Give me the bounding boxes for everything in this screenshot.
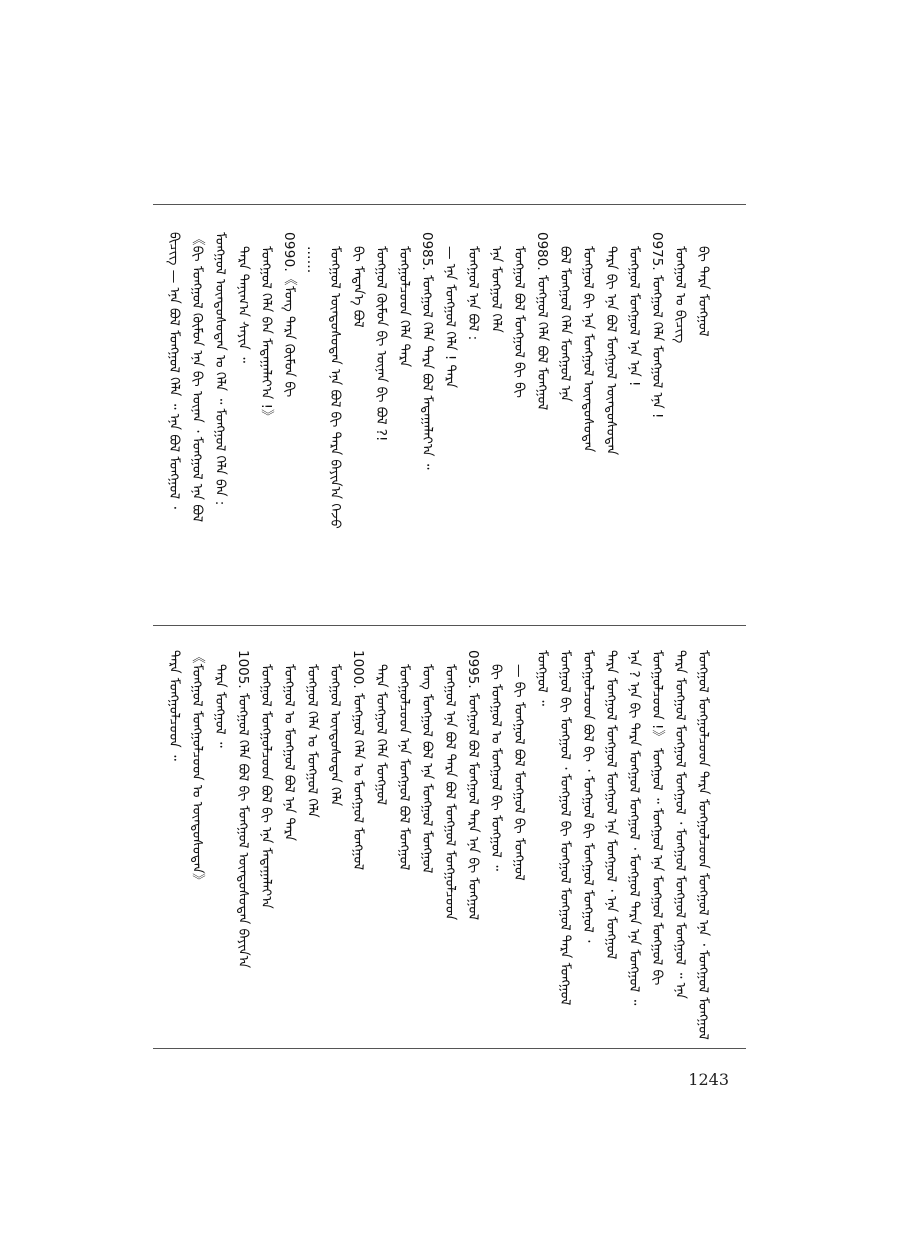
text-column: 1005. ᠮᠣᠩᠭᠣᠯ ᠬᠡᠯᠡ ᠪᠣᠯ ᠪᠢ ᠮᠣᠩᠭᠣᠯ ᠦᠨᠳᠦᠰᠦᠲᠡᠨ ᠪᠠᠶᠢᠨ᠎ᠠ [235, 650, 251, 969]
text-column: 《ᠪᠢ ᠮᠣᠩᠭᠣᠯ ᠬᠦᠮᠦᠨ ᠡᠨᠡ ᠪᠢ ᠦᠨᠡᠨ ᠂ ᠮᠣᠩᠭᠣᠯ ᠡᠨᠡ ᠪᠣᠯ [189, 232, 205, 523]
text-column: ᠮᠣᠩᠭᠣᠯ ᠬᠡᠯᠡ ᠤ ᠮᠣᠩᠭᠣᠯ ᠬᠡᠯᠡ [304, 664, 320, 818]
text-column: ᠮᠣᠩᠭᠣᠯ ᠃ [534, 650, 550, 706]
text-column: ᠪᠢᠴᠢᠭ᠌ — ᠡᠨᠡ ᠪᠣᠯ ᠮᠣᠩᠭᠣᠯ ᠬᠡᠯᠡ ᠃ ᠡᠨᠡ ᠪᠣᠯ ᠮᠣᠩᠭᠣᠯ ᠂ [166, 232, 182, 509]
text-column: 0975. ᠮᠣᠩᠭᠣᠯ ᠬᠡᠯᠡ ᠮᠣᠩᠭᠣᠯ ᠡᠨᠡ ! [649, 232, 665, 419]
text-column: — ᠪᠢ ᠮᠣᠩᠭᠣᠯ ᠪᠣᠯ ᠮᠣᠩᠭᠣᠯ ᠪᠢ ᠮᠣᠩᠭᠣᠯ [511, 664, 527, 881]
text-column: ᠲᠡᠷᠡ ᠮᠣᠩᠭᠣᠯ ᠬᠡᠯᠡ ᠮᠣᠩᠭᠣᠯ [373, 664, 389, 806]
text-column: ᠪᠣᠯ ᠮᠣᠩᠭᠣᠯ ᠬᠡᠯᠡ ᠮᠣᠩᠭᠣᠯ ᠡᠨᠡ [557, 246, 573, 402]
text-column: ᠡᠨᠡ ᠮᠣᠩᠭᠣᠯ ᠬᠡᠯᠡ [488, 246, 504, 333]
top-rule [153, 204, 746, 205]
text-column: ᠮᠣᠩᠭᠣᠯ ᠤ ᠮᠣᠩᠭᠣᠯ ᠪᠣᠯ ᠡᠨᠡ ᠲᠡᠷᠡ [281, 664, 297, 841]
text-column: ᠲᠡᠷᠡ ᠲᠠᠨᠢᠭ᠎ᠠ ᠰᠠᠶᠢᠨ ᠃ [235, 246, 251, 363]
text-column: ᠮᠣᠩᠭᠣᠯᠴᠤᠳ ᠪᠣᠯ ᠪᠢ ᠂ ᠮᠣᠩᠭᠣᠯ ᠪᠢ ᠮᠣᠩᠭᠣᠯ ᠮᠣᠩᠭᠣᠯ ᠂ [580, 650, 596, 943]
text-column: ᠮᠣᠩᠭᠣᠯ ᠮᠣᠩᠭᠣᠯᠴᠤᠳ ᠲᠡᠷᠡ ᠮᠣᠩᠭᠣᠯᠴᠤᠳ ᠮᠣᠩᠭᠣᠯ ᠡᠨᠡ ᠂ ᠮᠣᠩᠭᠣᠯ ᠮᠣᠩᠭᠣᠯ [695, 650, 711, 1040]
text-column: ᠮᠣᠩᠭᠣᠯᠴᠤᠳ ᠡᠨᠡ ᠮᠣᠩᠭᠣᠯ ᠪᠣᠯ ᠮᠣᠩᠭᠣᠯ [396, 664, 412, 871]
text-column: ᠲᠡᠷᠡ ᠪᠢ ᠡᠨᠡ ᠪᠣᠯ ᠮᠣᠩᠭᠣᠯ ᠦᠨᠳᠦᠰᠦᠲᠡᠨ [603, 246, 619, 456]
text-column: ᠮᠣᠩᠭᠣᠯ ᠦᠨᠳᠦᠰᠦᠲᠡᠨ ᠡᠨᠡ ᠪᠣᠯ ᠪᠢ ᠲᠡᠷᠡ ᠪᠠᠶᠢᠨ᠎ᠠ ᠭᠡᠵᠦ [327, 246, 343, 529]
text-column: ᠲᠡᠷᠡ ᠮᠣᠩᠭᠣᠯᠴᠤᠳ ᠃ [166, 650, 182, 761]
text-column: ᠮᠣᠩᠭᠣᠯ ᠡᠨᠡ ᠪᠣᠯ ᠲᠡᠷᠡ ᠪᠣᠯ ᠮᠣᠩᠭᠣᠯ ᠮᠣᠩᠭᠣᠯᠴᠤᠳ [442, 664, 458, 921]
text-column: ᠡᠨᠡ ? ᠡᠨᠡ ᠪᠢ ᠲᠡᠷᠡ ᠮᠣᠩᠭᠣᠯ ᠮᠣᠩᠭᠣᠯ ᠂ ᠮᠣᠩᠭᠣᠯ ᠲᠡᠷᠡ ᠡᠨᠡ ᠮᠣᠩᠭᠣᠯ ᠃ [626, 650, 642, 1006]
text-column: ᠲᠡᠷᠡ ᠮᠣᠩᠭᠣᠯ ᠮᠣᠩᠭᠣᠯ ᠮᠣᠩᠭᠣᠯ ᠂ ᠮᠣᠩᠭᠣᠯ ᠮᠣᠩᠭᠣᠯ ᠮᠣᠩᠭᠣᠯ ᠃ ᠡᠨᠡ [672, 650, 688, 999]
text-column: ᠲᠡᠷᠡ ᠮᠣᠩᠭᠣᠯ ᠮᠣᠩᠭᠣᠯ ᠮᠣᠩᠭᠣᠯ ᠡᠨᠡ ᠮᠣᠩᠭᠣᠯ ᠂ ᠡᠨᠡ ᠮᠣᠩᠭᠣᠯ [603, 650, 619, 960]
text-column: ᠮᠣᠩᠭᠣᠯ ᠬᠦᠮᠦᠨ ᠪᠢ ᠦᠨᠡᠨ ᠪᠢ ᠪᠣᠯ ?! [373, 246, 389, 442]
middle-rule [153, 625, 746, 626]
text-column: ᠲᠡᠷᠡ ᠮᠣᠩᠭᠣᠯ ᠃ [212, 664, 228, 748]
text-column: ᠮᠣᠩ ᠮᠣᠩᠭᠣᠯ ᠪᠣᠯ ᠡᠨᠡ ᠮᠣᠩᠭᠣᠯ ᠮᠣᠩᠭᠣᠯ [419, 664, 435, 874]
text-column: ᠮᠣᠩᠭᠣᠯ ᠦᠨᠳᠦᠰᠦᠲᠡᠨ ᠬᠡᠯᠡ [327, 664, 343, 807]
text-column: ᠮᠣᠩᠭᠣᠯᠴᠤᠳ !》 ᠮᠣᠩᠭᠣᠯ ᠃ ᠮᠣᠩᠭᠣᠯ ᠡᠨᠡ ᠮᠣᠩᠭᠣᠯ ᠮᠣᠩᠭᠣᠯ ᠪᠢ [649, 650, 665, 986]
text-column: ᠮᠣᠩᠭᠣᠯ ᠪᠢ ᠮᠣᠩᠭᠣᠯ ᠂ ᠮᠣᠩᠭᠣᠯ ᠪᠢ ᠮᠣᠩᠭᠣᠯ ᠮᠣᠩᠭᠣᠯ ᠲᠡᠷᠡ ᠮᠣᠩᠭᠣᠯ [557, 650, 573, 1006]
text-column: 0990.《ᠮᠣᠩ ᠲᠡᠷᠡ ᠬᠦᠮᠦᠨ ᠪᠢ [281, 232, 297, 398]
text-column: ᠮᠣᠩᠭᠣᠯ ᠤ ᠪᠢᠴᠢᠭ [672, 246, 688, 344]
bottom-rule [153, 1048, 746, 1049]
text-column: 0980. ᠮᠣᠩᠭᠣᠯ ᠬᠡᠯᠡ ᠪᠣᠯ ᠮᠣᠩᠭᠣᠯ [534, 232, 550, 411]
text-column: 《ᠮᠣᠩᠭᠣᠯ ᠮᠣᠩᠭᠣᠯᠴᠤᠳ ᠤ ᠦᠨᠳᠦᠰᠦᠲᠡᠨ》 [189, 650, 205, 888]
text-column: ᠮᠣᠩᠭᠣᠯ ᠦᠨᠳᠦᠰᠦᠲᠡᠨ ᠤ ᠬᠡᠯᠡ ᠃ ᠮᠣᠩᠭᠣᠯ ᠬᠡᠯᠡ ᠪᠡᠨ : [212, 232, 228, 506]
text-column: 1000. ᠮᠣᠩᠭᠣᠯ ᠬᠡᠯᠡ ᠤ ᠮᠣᠩᠭᠣᠯ ᠮᠣᠩᠭᠣᠯ [350, 650, 366, 871]
text-column: 0985. ᠮᠣᠩᠭᠣᠯ ᠬᠡᠯᠡ ᠲᠡᠷᠡ ᠪᠣᠯ ᠮᠠᠳᠠᠭᠠᠯᠠᠶ᠎ᠠ ᠃ [419, 232, 435, 470]
text-column: ᠮᠣᠩᠭᠣᠯ ᠡᠨᠡ ᠪᠣᠯ : [465, 246, 481, 341]
text-column: ᠮᠣᠩᠭᠣᠯ ᠮᠣᠩᠭᠣᠯ ᠡᠨᠡ ᠡᠨᠡ ! [626, 246, 642, 387]
text-column: ᠮᠣᠩᠭᠣᠯ ᠮᠣᠩᠭᠣᠯᠴᠤᠳ ᠪᠣᠯ ᠪᠢ ᠡᠨᠡ ᠮᠠᠳᠠᠭᠠᠯᠠᠶ᠎ᠠ [258, 664, 274, 909]
page-number: 1243 [688, 1070, 729, 1089]
text-column: — ᠡᠨᠡ ᠮᠣᠩᠭᠣᠯ ᠬᠡᠯᠡ ! ᠲᠡᠷᠡ [442, 246, 458, 389]
text-column: ᠮᠣᠩᠭᠣᠯ ᠬᠡᠯᠡ ᠪᠡᠨ ᠮᠠᠳᠠᠭᠠᠯᠠᠶ᠎ᠠ !》 [258, 246, 274, 423]
text-column: 0995. ᠮᠣᠩᠭᠣᠯ ᠪᠣᠯ ᠮᠣᠩᠭᠣᠯ ᠲᠡᠷᠡ ᠡᠨᠡ ᠪᠢ ᠮᠣᠩᠭᠣᠯ [465, 650, 481, 921]
text-column: …… [304, 246, 320, 274]
text-column: ᠮᠣᠩᠭᠣᠯ ᠪᠣᠯ ᠮᠣᠩᠭᠣᠯ ᠪᠢ ᠪᠢ [511, 246, 527, 398]
text-column: ᠪᠢ ᠮᠣᠩᠭᠣᠯ ᠤ ᠮᠣᠩᠭᠣᠯ ᠪᠢ ᠮᠣᠩᠭᠣᠯ ᠃ [488, 664, 504, 871]
text-column: ᠪᠢ ᠲᠡᠷᠡ ᠮᠣᠩᠭᠣᠯ [695, 246, 711, 337]
text-column: ᠮᠣᠩᠭᠣᠯ ᠪᠢ ᠡᠨᠡ ᠮᠣᠩᠭᠣᠯ ᠦᠨᠳᠦᠰᠦᠲᠡᠨ [580, 246, 596, 453]
text-column: ᠮᠣᠩᠭᠣᠯᠴᠤᠳ ᠬᠡᠯᠡ ᠲᠡᠷᠡ [396, 246, 412, 368]
text-column: ᠪᠢ ᠮᠡᠳᠡᠨ᠎ᠡ ᠪᠣᠯ [350, 246, 366, 328]
